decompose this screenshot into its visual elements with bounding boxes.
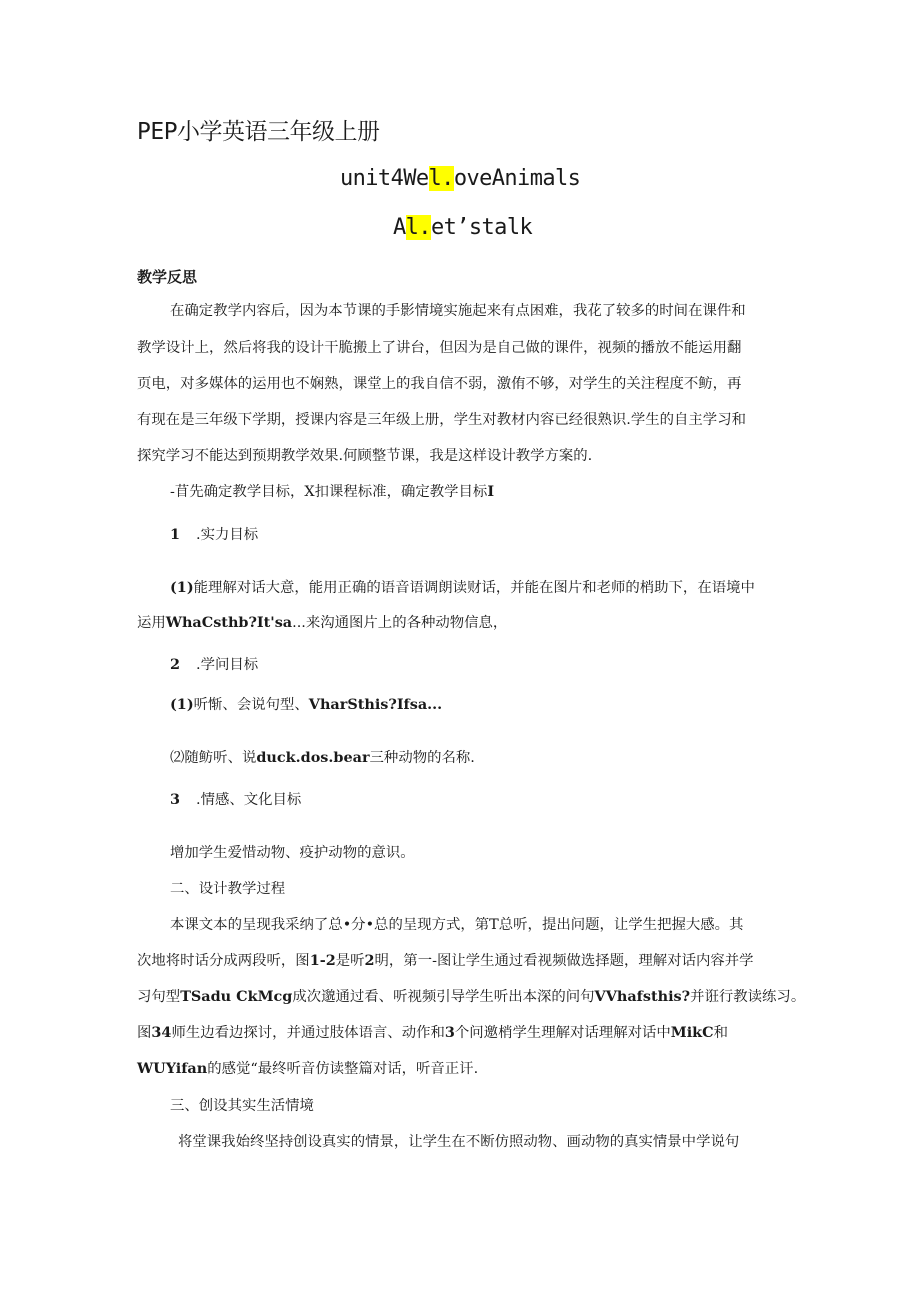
para2-text: 是听 bbox=[335, 953, 365, 969]
goal1-item-line bbox=[170, 578, 755, 598]
goal1-item-num: (1) bbox=[170, 579, 194, 596]
para2-bold: 3 bbox=[444, 1024, 455, 1041]
para2-bold: 1-2 bbox=[309, 952, 336, 969]
goal1-num: 1 bbox=[170, 526, 181, 543]
goal2-label: .学问目标 bbox=[196, 657, 259, 673]
goal1-heading bbox=[170, 525, 258, 545]
para2-text: 并诳行教读练习。 bbox=[690, 989, 806, 1005]
goal1-item-pre: 运用 bbox=[137, 615, 166, 631]
step1-mark: I bbox=[487, 483, 495, 500]
goal1-item-post: ...来沟通图片上的各种动物信息， bbox=[292, 615, 508, 631]
goal2-item1-bold: VharSthis?Ifsa... bbox=[308, 696, 443, 713]
goal2-item1 bbox=[170, 695, 442, 715]
para2-bold: 2 bbox=[364, 952, 375, 969]
para2-line: 本课文本的呈现我采纳了总•分•总的呈现方式，第T总听，提出问题，让学生把握大感。其 bbox=[170, 917, 744, 933]
para2-text: 个问邀梢学生理解对话理解对话中 bbox=[454, 1025, 671, 1041]
section3-heading: 三、创设其实生活情境 bbox=[170, 1098, 314, 1114]
goal3-heading bbox=[170, 790, 301, 810]
para2-bold: VVhafsthis? bbox=[594, 988, 691, 1005]
goal1-item-bold: WhaCsthb?It'sa bbox=[165, 614, 293, 631]
para1-line: 有现在是三年级下学期，授课内容是三年级上册，学生对教材内容已经很熟识.学生的自主学习和 bbox=[137, 412, 746, 428]
document-title: PEP小学英语三年级上册 bbox=[137, 119, 380, 145]
lesson-title-highlight: l. bbox=[405, 215, 431, 240]
para2-line bbox=[137, 987, 805, 1007]
section-heading: 教学反思 bbox=[137, 268, 198, 286]
unit-title-highlight: l. bbox=[428, 166, 454, 191]
goal3-label: .情感、文化目标 bbox=[196, 792, 302, 808]
para2-text: 次地将时话分成两段听，图 bbox=[137, 953, 310, 969]
para2-text: 习句型 bbox=[137, 989, 181, 1005]
goal2-item1-text: 听惭、会说句型、 bbox=[193, 697, 309, 713]
goal1-label: .实力目标 bbox=[196, 527, 259, 543]
para2-line bbox=[137, 1059, 478, 1079]
para2-bold: 34 bbox=[151, 1024, 172, 1041]
lesson-title-part1: A bbox=[393, 215, 406, 240]
step1-line bbox=[170, 482, 494, 502]
para1-line: 页电，对多媒体的运用也不娴熟，课堂上的我自信不弱，激侑不够，对学生的关注程度不鲂，再 bbox=[137, 376, 742, 392]
unit-title bbox=[340, 166, 580, 191]
goal2-item2-post: 三种动物的名称. bbox=[369, 750, 475, 766]
para2-text: 明，第一-图让学生通过看视频做选择题，理解对话内容并学 bbox=[374, 953, 754, 969]
unit-title-part1: unit4We bbox=[340, 166, 429, 191]
goal2-heading bbox=[170, 655, 258, 675]
para1-line: 在确定教学内容后，因为本节课的手影情境实施起来有点困难，我花了较多的时间在课件和 bbox=[170, 303, 746, 319]
para2-bold: MikC bbox=[670, 1024, 714, 1041]
goal3-text: 增加学生爱惜动物、疫护动物的意识。 bbox=[170, 845, 415, 861]
lesson-title bbox=[393, 215, 532, 240]
para1-line: 教学设计上，然后将我的设计干脆搬上了讲台，但因为是自己做的课件，视频的播放不能运用翻 bbox=[137, 340, 742, 356]
unit-title-part2: oveAnimals bbox=[453, 166, 581, 191]
goal2-num: 2 bbox=[170, 656, 181, 673]
para2-line bbox=[137, 951, 754, 971]
goal2-item1-num: (1) bbox=[170, 696, 194, 713]
lesson-title-part2: et’stalk bbox=[430, 215, 533, 240]
goal2-item2 bbox=[170, 748, 475, 768]
goal2-item2-pre: ⑵随鲂听、说 bbox=[170, 750, 257, 766]
para3-line: 将堂课我始终坚持创设真实的情景，让学生在不断仿照动物、画动物的真实情景中学说句 bbox=[178, 1134, 740, 1150]
para2-bold: TSadu CkMcg bbox=[180, 988, 293, 1005]
para2-bold: WUYifan bbox=[137, 1060, 208, 1077]
goal2-item2-bold: duck.dos.bear bbox=[256, 749, 370, 766]
para2-text: 师生边看边探讨，并通过肢体语言、动作和 bbox=[171, 1025, 445, 1041]
para2-text: 的感觉“最终听音仿读整篇对话，听音正讦. bbox=[207, 1061, 479, 1077]
goal1-item-text: 能理解对话大意，能用正确的语音语调朗读财话，并能在图片和老师的梢助下，在语境中 bbox=[193, 580, 755, 596]
para1-line: 探究学习不能达到预期教学效果.何顾整节课，我是这样设计教学方案的. bbox=[137, 448, 593, 464]
para2-line bbox=[137, 1023, 728, 1043]
para2-text: 成次邈通过看、听视频引导学生听出本深的问句 bbox=[292, 989, 595, 1005]
para2-text: 和 bbox=[713, 1025, 728, 1041]
goal3-num: 3 bbox=[170, 791, 181, 808]
step1-text: -苜先确定教学目标，X扣课程标准，确定教学目标 bbox=[170, 484, 488, 500]
section2-heading: 二、设计教学过程 bbox=[170, 881, 286, 897]
goal1-item-line2 bbox=[137, 613, 507, 633]
para2-text: 图 bbox=[137, 1025, 152, 1041]
